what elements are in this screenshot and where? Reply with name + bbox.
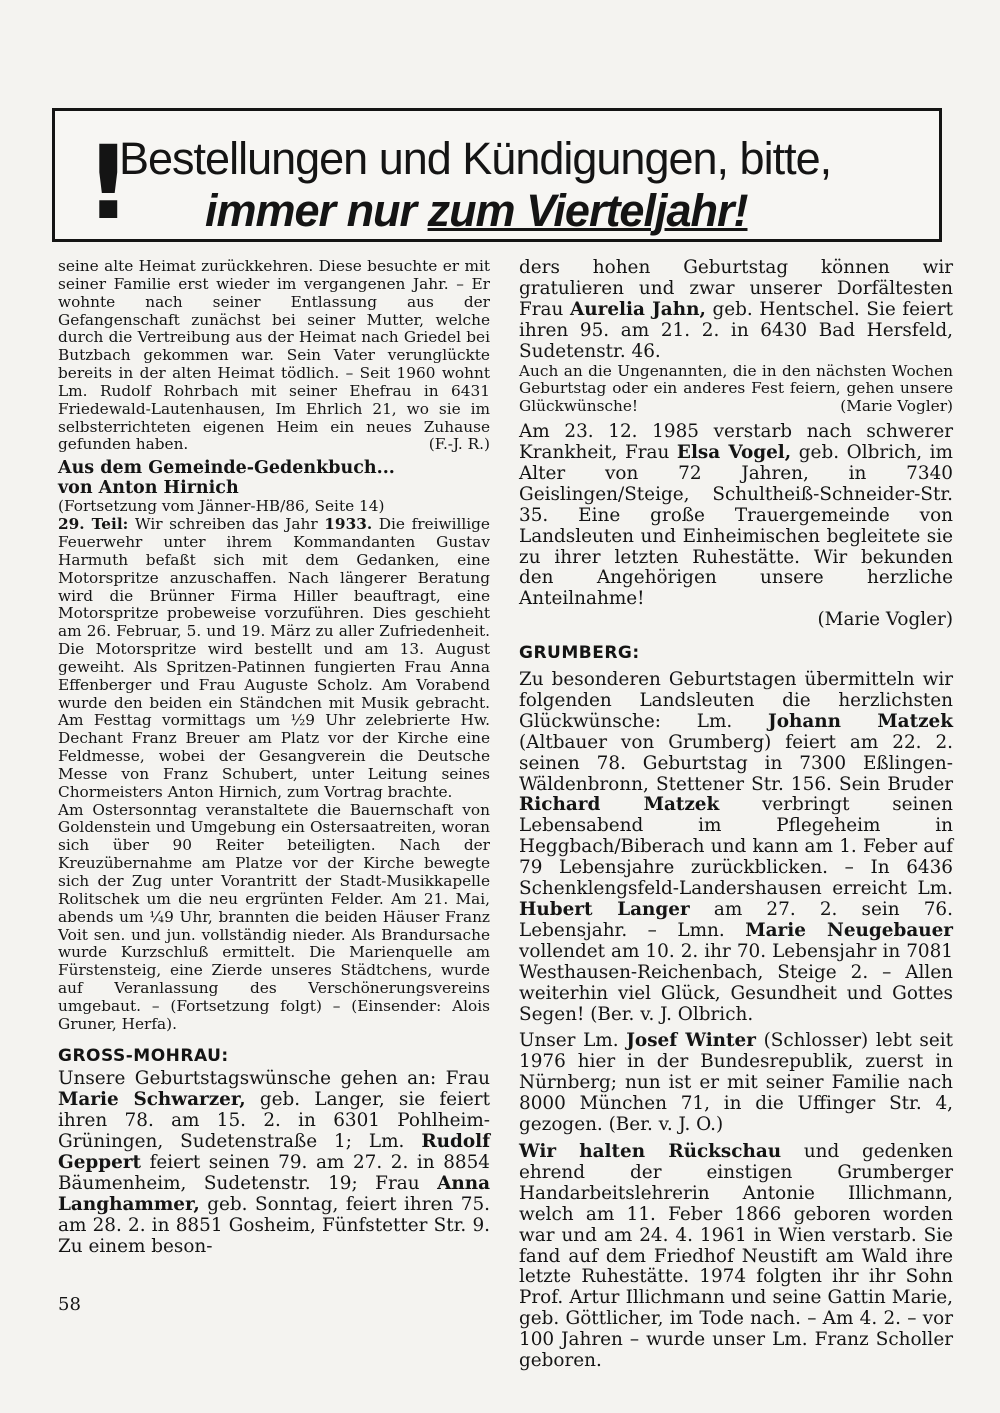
gm-text-c: feiert seinen 79. am 27. 2. in 8854 Bäumenheim, Sudetenstr. 19; Frau	[58, 1152, 490, 1194]
rohrbach-signature: (F.-J. R.)	[428, 435, 490, 454]
gm-text-d: geb. Sonntag, feiert ihren 75. am 28. 2. in 8851 Gosheim, Fünfstetter Str. 9. Zu einem beson-	[58, 1193, 490, 1257]
left-column	[58, 258, 490, 1258]
ungenannten-paragraph	[519, 363, 953, 417]
jahn-text-a: ders hohen Geburtstag können wir gratulieren und zwar unserer Dorfältesten Frau	[519, 257, 953, 320]
gr-text-a: Zu besonderen Geburtstagen übermitteln wir folgenden Landsleuten die herzlichsten Glückwünsche: Lm.	[519, 669, 953, 732]
vogler-signature-2: (Marie Vogler)	[817, 609, 953, 631]
gm-name-langhammer: Anna Langhammer,	[58, 1172, 490, 1215]
teil-year: 1933.	[324, 515, 373, 534]
rohrbach-paragraph	[58, 258, 490, 454]
banner-line-2-underlined: zum Vierteljahr!	[427, 185, 748, 236]
gross-mohrau-heading: GROSS-MOHRAU:	[58, 1045, 229, 1066]
ostersonntag-paragraph: Am Ostersonntag veranstaltete die Bauernschaft von Goldenstein und Umgebung ein Ostersaatreiten, woran sich über 90 Reiter beteiligten. Nach der Kreuzübernahme am Platze vor der Kirche bewegte sich der Zug unter Vorantritt der Stadt-Musikkapelle Rolitschek um die neu ergrünten Felder. Am 21. Mai, abends um ¼9 Uhr, brannten die beiden Häuser Franz Voit sen. und jun. vollständig nieder. Als Brandursache wurde Kurzschluß ermittelt. Die Marienquelle am Fürstensteig, eine Zierde unseres Städtchens, wurde auf Veranlassung des Verschönerungsvereins umgebaut. – (Fortsetzung folgt) – (Einsender: Alois Gruner, Herfa).	[58, 800, 490, 1033]
teil-label: 29. Teil:	[58, 515, 129, 534]
gr-text-c: verbringt seinen Lebensabend im Pflegeheim in Heggbach/Biberach und kann am 1. Feber auf 79 Lebensjahre zurückblicken. – In 6436 Schenklengsfeld-Landershausen erreicht Lm.	[519, 794, 953, 900]
rueckschau-lead: Wir halten Rückschau	[519, 1140, 782, 1162]
rueckschau-paragraph	[519, 1142, 953, 1372]
gr-text-e: vollendet am 10. 2. ihr 70. Lebensjahr in 7081 Westhausen-Reichenbach, Steige 2. – Allen weiterhin viel Glück, Gesundheit und Gottes Segen! (Ber. v. J. Olbrich.	[519, 940, 953, 1025]
teil-paragraph	[58, 516, 490, 802]
winter-name: Josef Winter	[626, 1030, 756, 1052]
gm-text-a: Unsere Geburtstagswünsche gehen an: Frau	[58, 1068, 490, 1090]
subscription-notice-banner	[52, 108, 942, 242]
gr-text-b: (Altbauer von Grumberg) feiert am 22. 2. seinen 78. Geburtstag in 7300 Eßlingen-Wäldenbronn, Stettener Str. 156. Sein Bruder	[519, 731, 953, 795]
banner-line-1: Bestellungen und Kündigungen, bitte,	[119, 133, 832, 184]
jahn-paragraph	[519, 258, 953, 363]
jahn-text-b: geb. Hentschel. Sie feiert ihren 95. am 21. 2. in 6430 Bad Hersfeld, Sudetenstr. 46.	[519, 298, 953, 362]
gm-name-schwarzer: Marie Schwarzer,	[58, 1089, 246, 1111]
banner-line-2-pre: immer nur	[205, 185, 428, 236]
gross-mohrau-paragraph	[58, 1069, 490, 1257]
ungenannten-text: Auch an die Ungenannten, die in den nächsten Wochen Geburtstag oder ein anderes Fest feiern, gehen unsere Glückwünsche!	[519, 361, 953, 416]
vogel-text-b: geb. Olbrich, im Alter von 72 Jahren, in 7340 Geislingen/Steige, Schultheiß-Schneider-Str. 35. Eine große Trauergemeinde von Landsleuten und Einheimischen begleitete sie zu ihrer letzten Ruhestätte. Wir bekunden den Angehörigen unsere herzliche Anteilnahme!	[519, 441, 953, 610]
gm-name-geppert: Rudolf Geppert	[58, 1131, 490, 1174]
banner-line-2	[205, 185, 747, 237]
gr-name-marie-neugebauer: Marie Neugebauer	[745, 919, 953, 941]
right-column	[519, 258, 953, 1372]
gr-name-richard-matzek: Richard Matzek	[519, 794, 720, 816]
gr-name-hubert-langer: Hubert Langer	[519, 899, 690, 920]
exclamation-mark: !	[85, 124, 132, 243]
page-number: 58	[58, 1294, 81, 1315]
vogel-name: Elsa Vogel,	[676, 441, 792, 463]
gedenkbuch-author: von Anton Hirnich	[58, 478, 239, 499]
vogel-paragraph	[519, 422, 953, 610]
vogler-signature-1: (Marie Vogler)	[840, 397, 953, 416]
vogel-text-a: Am 23. 12. 1985 verstarb nach schwerer Krankheit, Frau	[519, 421, 953, 463]
jahn-name: Aurelia Jahn,	[570, 298, 706, 320]
teil-pre: Wir schreiben das Jahr	[128, 515, 325, 534]
winter-text-b: (Schlosser) lebt seit 1976 hier in der Bundesrepublik, zuerst in Nürnberg; nun ist er mit seiner Familie nach 8000 München 71, in die Uffinger Str. 4, gezogen. (Ber. v. J. O.)	[519, 1030, 953, 1136]
continuation-note: (Fortsetzung vom Jänner-HB/86, Seite 14)	[58, 497, 385, 516]
rohrbach-text: seine alte Heimat zurückkehren. Diese besuchte er mit seiner Familie erst wieder im vergangenen Jahr. – Er wohnte nach seiner Entlassung aus der Gefangenschaft zunächst bei seiner Mutter, welche durch die Vertreibung aus der Heimat nach Griedel bei Butzbach gekommen war. Sein Vater verunglückte bereits in der alten Heimat tödlich. – Seit 1960 wohnt Lm. Rudolf Rohrbach mit seiner Ehefrau in 6431 Friedewald-Lautenhausen, Im Ehrlich 21, wo sie im selbsterrichteten eigenen Heim ein neues Zuhause gefunden haben.	[58, 257, 490, 454]
rueckschau-text: und gedenken ehrend der einstigen Grumberger Handarbeitslehrerin Antonie Illichmann, welch am 11. Feber 1866 geboren worden war und am 24. 4. 1961 in Wien verstarb. Sie fand auf dem Friedhof Neustift am Wald ihre letzte Ruhestätte. 1974 folgten ihr ihr Sohn Prof. Artur Illichmann und seine Gattin Marie, geb. Göttlicher, im Tode nach. – Am 4. 2. – vor 100 Jahren – wurde unser Lm. Franz Scholler geboren.	[519, 1140, 953, 1372]
gm-text-b: geb. Langer, sie feiert ihren 78. am 15. 2. in 6301 Pohlheim-Grüningen, Sudetenstraße 1; Lm.	[58, 1089, 490, 1153]
gr-text-d: am 27. 2. sein 76. Lebensjahr. – Lmn.	[519, 899, 953, 941]
teil-text: Die freiwillige Feuerwehr unter ihrem Kommandanten Gustav Harmuth befaßt sich mit dem Gedanken, eine Motorspritze anzuschaffen. Nach längerer Beratung wird die Brünner Firma Hiller beauftragt, eine Motorspritze probeweise vorzuführen. Dies geschieht am 26. Februar, 5. und 19. März zu aller Zufriedenheit. Die Motorspritze wird bestellt und am 13. August geweiht. Als Spritzen-Patinnen fungierten Frau Anna Effenberger und Frau Auguste Scholz. Am Vorabend wurde den beiden ein Ständchen mit Musik gebracht. Am Festtag vormittags um ½9 Uhr zelebrierte Hw. Dechant Franz Breuer am Platz vor der Kirche eine Feldmesse, wobei der Gesangverein die Deutsche Messe von Franz Schubert, unter Leitung seines Chormeisters Anton Hirnich, zum Vortrag brachte.	[58, 515, 490, 801]
grumberg-heading: GRUMBERG:	[519, 643, 640, 664]
winter-paragraph	[519, 1031, 953, 1136]
winter-text-a: Unser Lm.	[519, 1030, 627, 1052]
gr-name-johann-matzek: Johann Matzek	[768, 710, 953, 732]
gedenkbuch-heading: Aus dem Gemeinde-Gedenkbuch...	[58, 458, 395, 479]
grumberg-paragraph	[519, 670, 953, 1025]
